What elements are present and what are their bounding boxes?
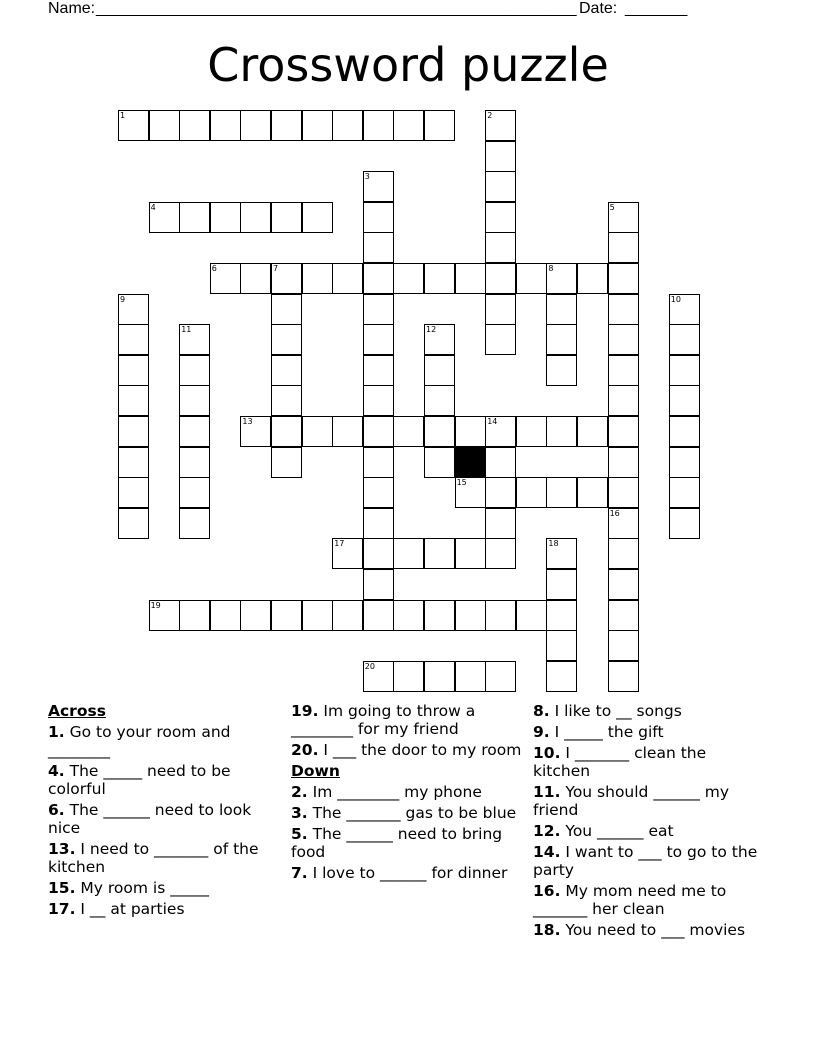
grid-cell[interactable]	[577, 263, 608, 294]
grid-cell[interactable]	[363, 447, 394, 478]
cell-number: 18	[548, 539, 559, 549]
grid-cell[interactable]	[485, 477, 516, 508]
grid-cell[interactable]	[608, 202, 639, 233]
grid-cell[interactable]	[577, 416, 608, 447]
grid-cell[interactable]	[363, 232, 394, 263]
clue-number: 12.	[533, 822, 561, 840]
clue-number: 13.	[48, 840, 76, 858]
grid-cell[interactable]	[118, 294, 149, 325]
clue-item	[291, 864, 523, 882]
grid-cell[interactable]	[302, 202, 333, 233]
grid-cell[interactable]	[363, 416, 394, 447]
grid-cell[interactable]	[455, 263, 486, 294]
grid-cell[interactable]	[485, 202, 516, 233]
cell-number: 6	[211, 264, 217, 273]
clue-number: 6.	[48, 801, 65, 819]
grid-cell[interactable]	[546, 600, 577, 631]
cell-number: 4	[150, 202, 156, 212]
grid-cell[interactable]	[363, 294, 394, 325]
clue-column-3	[533, 702, 765, 942]
grid-cell[interactable]	[608, 661, 639, 692]
grid-cell[interactable]	[363, 508, 394, 539]
grid-cell[interactable]	[608, 263, 639, 294]
cell-number: 16	[609, 508, 620, 518]
grid-cell[interactable]	[118, 508, 149, 539]
cell-number: 9	[120, 294, 126, 304]
grid-cell[interactable]	[210, 263, 241, 294]
grid-cell[interactable]	[240, 600, 271, 631]
clue-text: My mom need me to _______ her clean	[533, 882, 727, 918]
grid-cell[interactable]	[210, 202, 241, 233]
clue-text: You should ______ my friend	[533, 783, 730, 819]
clue-number: 11.	[533, 783, 561, 801]
grid-cell[interactable]	[608, 477, 639, 508]
grid-cell[interactable]	[424, 416, 455, 447]
clue-column-2	[291, 702, 523, 885]
grid-cell[interactable]	[363, 110, 394, 141]
grid-cell[interactable]	[424, 355, 455, 386]
cell-number: 14	[487, 417, 498, 426]
grid-cell[interactable]	[302, 600, 333, 631]
grid-cell[interactable]	[271, 324, 302, 355]
grid-cell[interactable]	[546, 661, 577, 692]
cell-number: 8	[548, 264, 554, 273]
clue-text: You ______ eat	[565, 822, 674, 840]
clue-number: 14.	[533, 843, 561, 861]
clue-item	[533, 744, 765, 780]
clue-number: 2.	[291, 783, 308, 801]
grid-cell[interactable]	[516, 477, 547, 508]
grid-cell[interactable]	[669, 477, 700, 508]
grid-cell[interactable]	[179, 385, 210, 416]
cell-number: 1	[120, 111, 126, 120]
name-label: Name:	[48, 0, 96, 17]
cell-number: 11	[181, 325, 192, 335]
clue-number: 5.	[291, 825, 308, 843]
clue-item	[533, 723, 765, 741]
clue-item	[48, 840, 280, 876]
clue-item	[533, 783, 765, 819]
grid-cell[interactable]	[424, 600, 455, 631]
clue-text: My room is _____	[80, 879, 209, 897]
grid-cell[interactable]	[240, 110, 271, 141]
clue-text: I want to ___ to go to the party	[533, 843, 758, 879]
grid-cell[interactable]	[118, 385, 149, 416]
grid-cell[interactable]	[210, 600, 241, 631]
clue-item	[291, 804, 523, 822]
grid-cell[interactable]	[332, 110, 363, 141]
grid-cell[interactable]	[179, 324, 210, 355]
grid-cell[interactable]	[546, 263, 577, 294]
grid-cell[interactable]	[179, 202, 210, 233]
clue-text: You need to ___ movies	[565, 921, 746, 939]
clue-item	[48, 723, 280, 759]
grid-cell[interactable]	[669, 416, 700, 447]
grid-cell[interactable]	[608, 232, 639, 263]
name-field-line[interactable]: ______________________________________________________	[96, 0, 577, 17]
grid-cell[interactable]	[118, 324, 149, 355]
clue-text: Im going to throw a ________ for my friend	[291, 702, 476, 738]
grid-cell[interactable]	[608, 569, 639, 600]
clue-item	[48, 762, 280, 798]
clue-text: The _______ gas to be blue	[312, 804, 517, 822]
cell-number: 15	[456, 478, 467, 488]
grid-cell[interactable]	[485, 508, 516, 539]
clue-number: 19.	[291, 702, 319, 720]
grid-cell[interactable]	[179, 477, 210, 508]
clue-text: The _____ need to be colorful	[48, 762, 231, 798]
clue-item	[291, 825, 523, 861]
grid-cell[interactable]	[302, 263, 333, 294]
clue-number: 16.	[533, 882, 561, 900]
clue-item	[291, 783, 523, 801]
grid-cell[interactable]	[516, 600, 547, 631]
grid-cell[interactable]	[363, 477, 394, 508]
grid-cell[interactable]	[455, 416, 486, 447]
grid-cell[interactable]	[608, 416, 639, 447]
grid-cell[interactable]	[363, 661, 394, 692]
grid-cell[interactable]	[332, 416, 363, 447]
grid-cell[interactable]	[546, 416, 577, 447]
clue-text: The ______ need to bring food	[291, 825, 503, 861]
grid-cell[interactable]	[332, 600, 363, 631]
grid-cell[interactable]	[669, 355, 700, 386]
grid-cell[interactable]	[179, 110, 210, 141]
clue-number: 10.	[533, 744, 561, 762]
grid-cell[interactable]	[302, 110, 333, 141]
grid-cell[interactable]	[393, 538, 424, 569]
grid-cell[interactable]	[271, 110, 302, 141]
grid-cell[interactable]	[210, 110, 241, 141]
grid-cell[interactable]	[363, 538, 394, 569]
clue-text: I _____ the gift	[554, 723, 664, 741]
grid-cell[interactable]	[363, 569, 394, 600]
grid-cell[interactable]	[424, 110, 455, 141]
grid-cell[interactable]	[485, 141, 516, 172]
clue-item	[533, 702, 765, 720]
grid-cell[interactable]	[608, 538, 639, 569]
grid-cell[interactable]	[363, 171, 394, 202]
clue-text: The ______ need to look nice	[48, 801, 252, 837]
grid-cell[interactable]	[393, 600, 424, 631]
grid-cell[interactable]	[455, 600, 486, 631]
date-label: Date:	[579, 0, 618, 17]
grid-cell[interactable]	[332, 263, 363, 294]
grid-cell[interactable]	[608, 294, 639, 325]
grid-cell[interactable]	[149, 110, 180, 141]
grid-cell[interactable]	[363, 600, 394, 631]
clue-item	[533, 921, 765, 939]
grid-cell[interactable]	[271, 355, 302, 386]
clue-text: I like to __ songs	[554, 702, 682, 720]
clue-number: 1.	[48, 723, 65, 741]
clue-number: 18.	[533, 921, 561, 939]
grid-cell[interactable]	[271, 385, 302, 416]
across-heading: Across	[48, 702, 106, 720]
grid-cell[interactable]	[608, 355, 639, 386]
grid-cell[interactable]	[546, 630, 577, 661]
clue-text: Go to your room and ________	[48, 723, 231, 759]
clue-number: 17.	[48, 900, 76, 918]
page-title: Crossword puzzle	[207, 38, 609, 92]
grid-cell[interactable]	[271, 202, 302, 233]
grid-cell[interactable]	[118, 355, 149, 386]
cell-number: 7	[273, 264, 279, 273]
clue-text: I __ at parties	[80, 900, 185, 918]
clue-text: I love to ______ for dinner	[312, 864, 508, 882]
grid-cell[interactable]	[271, 294, 302, 325]
grid-cell[interactable]	[669, 324, 700, 355]
grid-cell[interactable]	[271, 600, 302, 631]
grid-cell[interactable]	[179, 355, 210, 386]
grid-cell[interactable]	[485, 232, 516, 263]
grid-cell[interactable]	[271, 447, 302, 478]
grid-cell[interactable]	[149, 202, 180, 233]
grid-cell[interactable]	[240, 202, 271, 233]
grid-cell[interactable]	[546, 569, 577, 600]
grid-cell[interactable]	[608, 324, 639, 355]
clue-text: I need to _______ of the kitchen	[48, 840, 259, 876]
grid-cell[interactable]	[485, 110, 516, 141]
clue-column-1	[48, 702, 280, 921]
grid-cell[interactable]	[485, 600, 516, 631]
grid-cell[interactable]	[608, 630, 639, 661]
grid-cell[interactable]	[516, 263, 547, 294]
grid-cell[interactable]	[424, 447, 455, 478]
grid-cell[interactable]	[485, 661, 516, 692]
grid-cell[interactable]	[608, 385, 639, 416]
grid-cell[interactable]	[608, 600, 639, 631]
grid-cell[interactable]	[179, 447, 210, 478]
cell-number: 5	[609, 202, 615, 212]
grid-cell[interactable]	[118, 110, 149, 141]
grid-cell[interactable]	[546, 355, 577, 386]
grid-cell[interactable]	[424, 385, 455, 416]
grid-cell[interactable]	[363, 263, 394, 294]
grid-cell[interactable]	[546, 294, 577, 325]
cell-number: 20	[364, 661, 375, 671]
clue-item	[533, 882, 765, 918]
clue-item	[533, 843, 765, 879]
clue-text: Im ________ my phone	[312, 783, 482, 801]
clue-item	[48, 900, 280, 918]
clue-number: 4.	[48, 762, 65, 780]
grid-cell[interactable]	[485, 447, 516, 478]
grid-cell[interactable]	[485, 538, 516, 569]
cell-number: 3	[364, 172, 370, 182]
clue-number: 8.	[533, 702, 550, 720]
clue-number: 15.	[48, 879, 76, 897]
cell-number: 2	[487, 111, 493, 120]
clue-item	[291, 741, 523, 759]
grid-cell[interactable]	[271, 263, 302, 294]
grid-cell[interactable]	[240, 416, 271, 447]
grid-cell[interactable]	[546, 538, 577, 569]
grid-cell[interactable]	[669, 447, 700, 478]
grid-cell[interactable]	[608, 447, 639, 478]
grid-cell[interactable]	[363, 324, 394, 355]
clue-text: I ___ the door to my room	[323, 741, 522, 759]
grid-cell[interactable]	[424, 538, 455, 569]
cell-number: 12	[426, 325, 437, 335]
grid-cell[interactable]	[271, 416, 302, 447]
grid-cell[interactable]	[149, 600, 180, 631]
grid-cell[interactable]	[485, 416, 516, 447]
grid-cell[interactable]	[669, 508, 700, 539]
grid-cell[interactable]	[393, 110, 424, 141]
grid-cell[interactable]	[363, 202, 394, 233]
grid-cell[interactable]	[179, 508, 210, 539]
grid-cell[interactable]	[455, 661, 486, 692]
clue-item	[533, 822, 765, 840]
grid-cell[interactable]	[485, 171, 516, 202]
cell-number: 19	[150, 600, 161, 610]
grid-cell[interactable]	[363, 355, 394, 386]
grid-cell[interactable]	[240, 263, 271, 294]
grid-cell[interactable]	[608, 508, 639, 539]
grid-cell[interactable]	[424, 263, 455, 294]
grid-cell[interactable]	[485, 324, 516, 355]
grid-cell[interactable]	[424, 324, 455, 355]
clue-number: 9.	[533, 723, 550, 741]
grid-cell[interactable]	[546, 477, 577, 508]
clue-item	[291, 702, 523, 738]
grid-cell[interactable]	[332, 538, 363, 569]
grid-cell[interactable]	[302, 416, 333, 447]
clue-number: 3.	[291, 804, 308, 822]
clue-item	[48, 879, 280, 897]
grid-cell[interactable]	[669, 294, 700, 325]
grid-cell[interactable]	[118, 416, 149, 447]
grid-cell[interactable]	[393, 416, 424, 447]
date-field-line[interactable]: _______	[625, 0, 688, 17]
grid-cell[interactable]	[118, 447, 149, 478]
grid-cell[interactable]	[424, 661, 455, 692]
grid-cell[interactable]	[577, 477, 608, 508]
clue-number: 20.	[291, 741, 319, 759]
cell-number: 17	[334, 539, 345, 549]
cell-number: 10	[670, 294, 681, 304]
grid-cell[interactable]	[455, 538, 486, 569]
grid-cell[interactable]	[179, 416, 210, 447]
grid-cell[interactable]	[118, 477, 149, 508]
black-cell	[455, 447, 486, 478]
grid-cell[interactable]	[669, 385, 700, 416]
grid-cell[interactable]	[485, 294, 516, 325]
grid-cell[interactable]	[485, 263, 516, 294]
clue-number: 7.	[291, 864, 308, 882]
grid-cell[interactable]	[393, 661, 424, 692]
grid-cell[interactable]	[546, 324, 577, 355]
cell-number: 13	[242, 417, 253, 426]
down-heading: Down	[291, 762, 340, 780]
grid-cell[interactable]	[179, 600, 210, 631]
grid-cell[interactable]	[516, 416, 547, 447]
grid-cell[interactable]	[393, 263, 424, 294]
grid-cell[interactable]	[455, 477, 486, 508]
clue-text: I _______ clean the kitchen	[533, 744, 707, 780]
grid-cell[interactable]	[363, 385, 394, 416]
clue-item	[48, 801, 280, 837]
